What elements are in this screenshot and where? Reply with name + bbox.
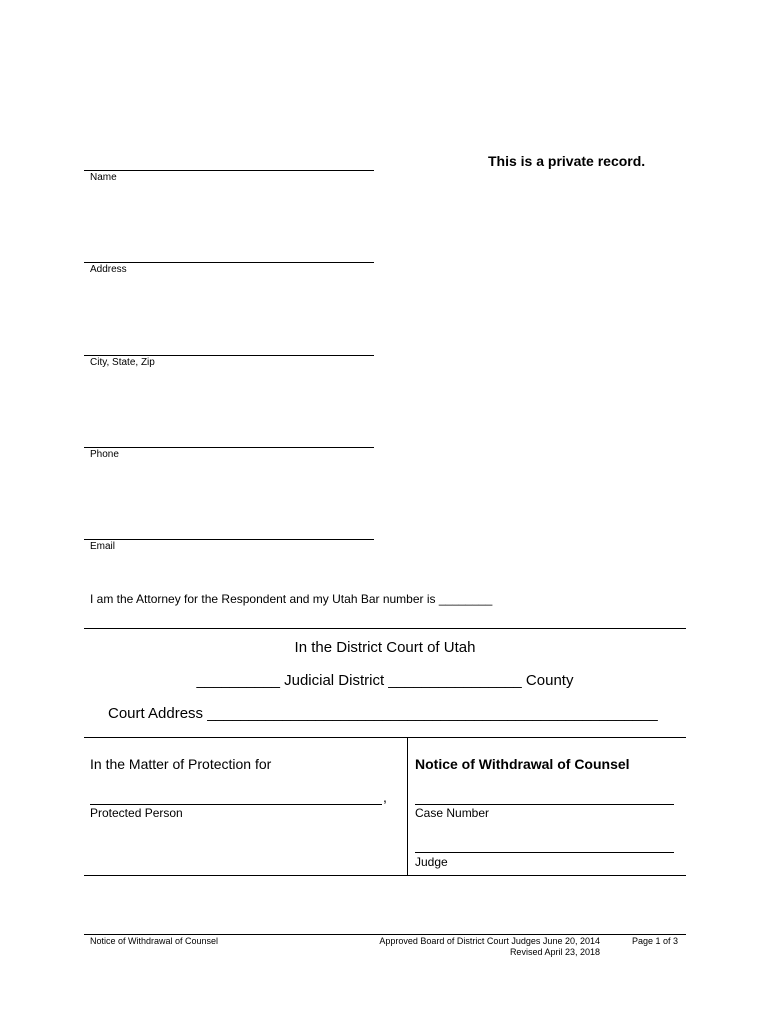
matter-label: In the Matter of Protection for (90, 756, 272, 772)
footer-doc-name: Notice of Withdrawal of Counsel (90, 936, 219, 946)
address-line[interactable] (84, 262, 374, 263)
address-label: Address (90, 264, 127, 275)
document-title: Notice of Withdrawal of Counsel (415, 756, 630, 772)
comma: , (383, 789, 387, 805)
judicial-district-line[interactable]: __________ Judicial District ________________ County (196, 672, 574, 689)
city-state-zip-line[interactable] (84, 355, 374, 356)
phone-line[interactable] (84, 447, 374, 448)
name-label: Name (90, 172, 117, 183)
judge-line[interactable] (415, 852, 674, 853)
caption-top-rule (84, 737, 686, 738)
email-line[interactable] (84, 539, 374, 540)
private-record-notice: This is a private record. (488, 153, 646, 169)
case-number-line[interactable] (415, 804, 674, 805)
city-state-zip-label: City, State, Zip (90, 357, 155, 368)
footer-approved: Approved Board of District Court Judges June 20, 2014 (379, 936, 600, 946)
case-number-label: Case Number (415, 806, 490, 820)
footer-revised: Revised April 23, 2018 (509, 947, 600, 957)
caption-bottom-rule (84, 875, 686, 876)
footer-page-number: Page 1 of 3 (631, 936, 678, 946)
phone-label: Phone (90, 449, 119, 460)
attorney-statement: I am the Attorney for the Respondent and my Utah Bar number is ________ (90, 592, 493, 606)
court-title: In the District Court of Utah (294, 639, 476, 656)
court-header-top-rule (84, 628, 686, 629)
footer-rule (84, 934, 686, 935)
protected-person-line[interactable] (90, 804, 382, 805)
court-address-line[interactable]: Court Address ______________________________________________________ (108, 705, 658, 722)
caption-divider (407, 737, 408, 875)
judge-label: Judge (415, 855, 448, 869)
name-line[interactable] (84, 170, 374, 171)
protected-person-label: Protected Person (90, 806, 183, 820)
email-label: Email (90, 541, 116, 552)
